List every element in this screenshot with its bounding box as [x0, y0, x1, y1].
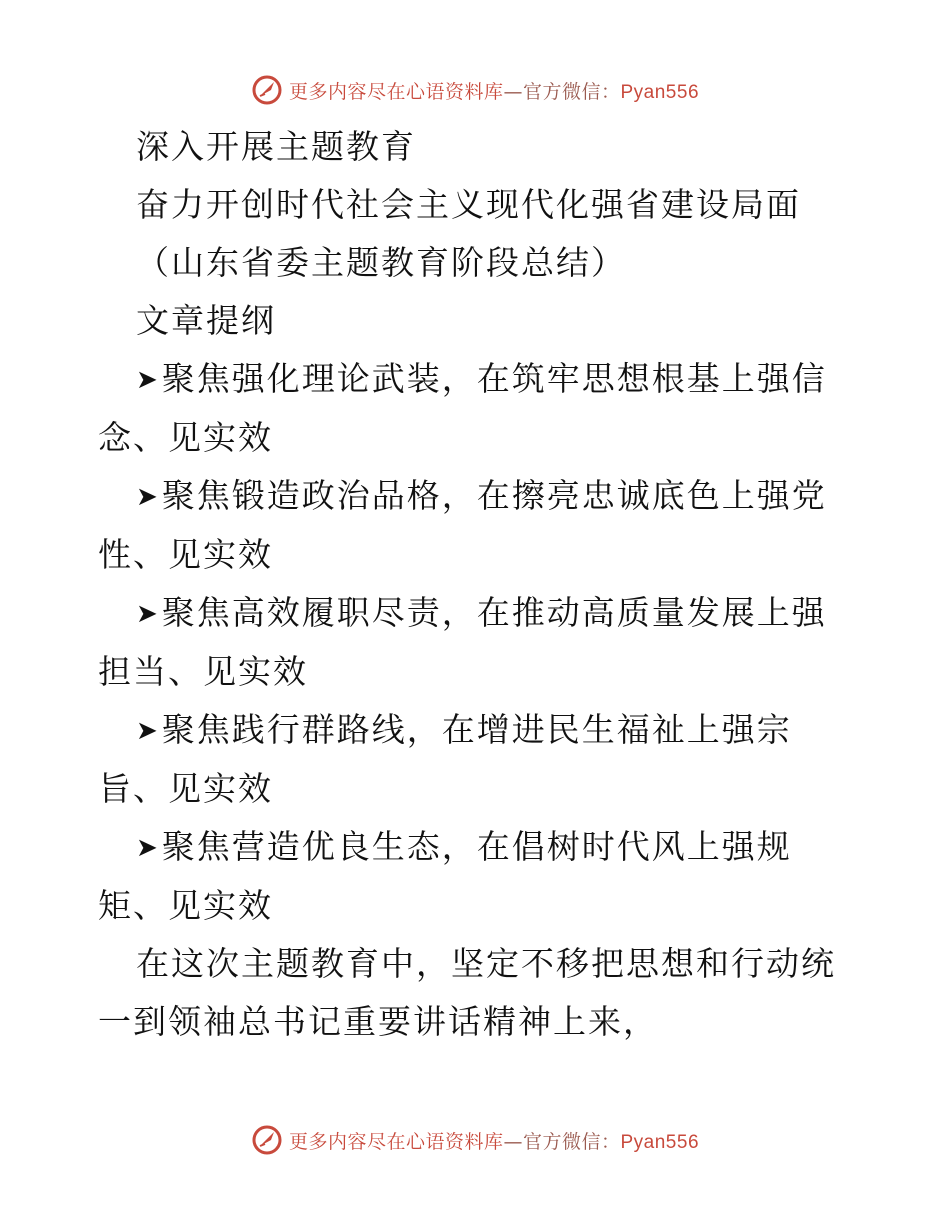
outline-item-text: 聚焦高效履职尽责，在推动高质量发展上强担当、见实效 [98, 593, 827, 691]
watermark-main: 更多内容尽在心语资料库 [288, 80, 504, 103]
watermark-header [0, 70, 950, 110]
outline-heading: 文章提纲 [136, 301, 276, 340]
arrow-bullet-icon: ➤ [136, 716, 160, 746]
quill-logo-icon [251, 1124, 283, 1156]
watermark-handle: Pyan556 [620, 1131, 700, 1153]
watermark-handle: Pyan556 [620, 81, 700, 103]
arrow-bullet-icon: ➤ [136, 365, 160, 395]
outline-item-text: 聚焦锻造政治品格，在擦亮忠诚底色上强党性、见实效 [98, 476, 827, 574]
subtitle: （山东省委主题教育阶段总结） [136, 243, 626, 282]
arrow-bullet-icon: ➤ [136, 599, 160, 629]
watermark-dash: — [503, 1130, 523, 1153]
document-body [98, 118, 858, 1051]
watermark-official: 官方微信： [522, 80, 621, 103]
arrow-bullet-icon: ➤ [136, 482, 160, 512]
outline-item [98, 350, 858, 467]
outline-item [98, 818, 858, 935]
title-line-2: 奋力开创时代社会主义现代化强省建设局面 [136, 185, 801, 224]
body-paragraph: 在这次主题教育中，坚定不移把思想和行动统一到领袖总书记重要讲话精神上来， [98, 944, 836, 1041]
outline-item-text: 聚焦践行群路线，在增进民生福祉上强宗旨、见实效 [98, 710, 792, 808]
watermark-text [289, 1127, 699, 1154]
outline-item [98, 584, 858, 701]
outline-item [98, 701, 858, 818]
outline-item-text: 聚焦强化理论武装，在筑牢思想根基上强信念、见实效 [98, 359, 827, 457]
title-line-1: 深入开展主题教育 [136, 127, 416, 166]
watermark-text [289, 77, 699, 104]
watermark-main: 更多内容尽在心语资料库 [288, 1130, 504, 1153]
outline-item-text: 聚焦营造优良生态，在倡树时代风上强规矩、见实效 [98, 827, 792, 925]
quill-logo-icon [251, 74, 283, 106]
arrow-bullet-icon: ➤ [136, 833, 160, 863]
watermark-official: 官方微信： [522, 1130, 621, 1153]
watermark-footer [0, 1120, 950, 1160]
watermark-dash: — [503, 80, 523, 103]
outline-item [98, 467, 858, 584]
